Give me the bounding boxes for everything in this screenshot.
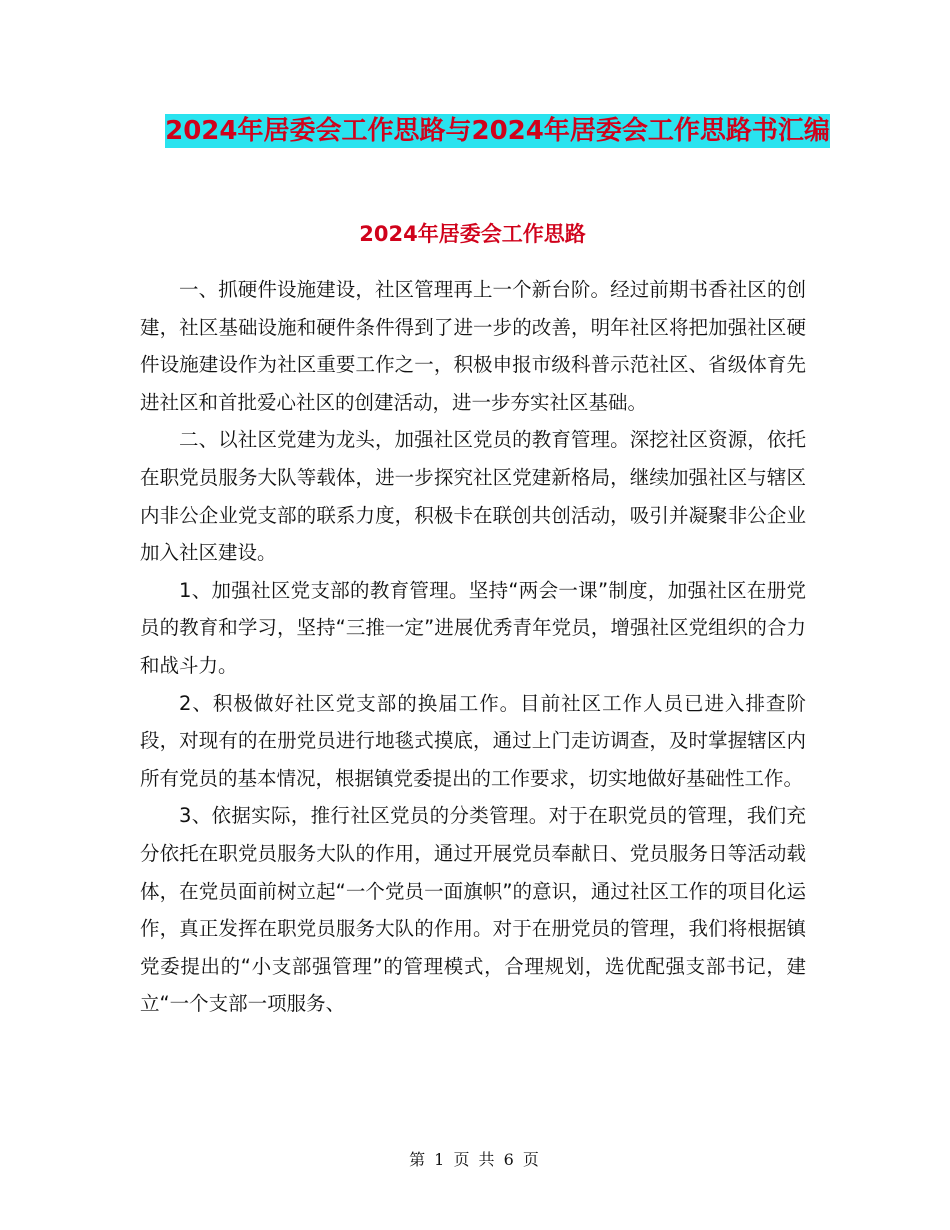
paragraph: 3、依据实际，推行社区党员的分类管理。对于在职党员的管理，我们充分依托在职党员服务大队的作用，通过开展党员奉献日、党员服务日等活动载体，在党员面前树立起“一个党员一面旗帜”的意识，通过社区工作的项目化运作，真正发挥在职党员服务大队的作用。对于在册党员的管理，我们将根据镇党委提出的“小支部强管理”的管理模式，合理规划，选优配强支部书记，建立“一个支部一项服务、	[140, 804, 806, 1016]
paragraph: 2、积极做好社区党支部的换届工作。目前社区工作人员已进入排查阶段，对现有的在册党员进行地毯式摸底，通过上门走访调查，及时掌握辖区内所有党员的基本情况，根据镇党委提出的工作要求，切实地做好基础性工作。	[140, 691, 806, 790]
paragraph: 二、以社区党建为龙头，加强社区党员的教育管理。深挖社区资源，依托在职党员服务大队等载体，进一步探究社区党建新格局，继续加强社区与辖区内非公企业党支部的联系力度，积极卡在联创共创活动，吸引并凝聚非公企业加入社区建设。	[140, 428, 806, 565]
document-body	[140, 271, 806, 1023]
paragraph: 1、加强社区党支部的教育管理。坚持“两会一课”制度，加强社区在册党员的教育和学习，坚持“三推一定”进展优秀青年党员，增强社区党组织的合力和战斗力。	[140, 578, 806, 677]
document-title-highlight: 2024年居委会工作思路与2024年居委会工作思路书汇编	[165, 116, 830, 146]
page-footer: 第 1 页 共 6 页	[409, 1150, 541, 1169]
paragraph: 一、抓硬件设施建设，社区管理再上一个新台阶。经过前期书香社区的创建，社区基础设施和硬件条件得到了进一步的改善，明年社区将把加强社区硬件设施建设作为社区重要工作之一，积极申报市级科普示范社区、省级体育先进社区和首批爱心社区的创建活动，进一步夯实社区基础。	[140, 278, 806, 414]
section-title: 2024年居委会工作思路	[359, 222, 586, 246]
document-title	[140, 110, 855, 153]
